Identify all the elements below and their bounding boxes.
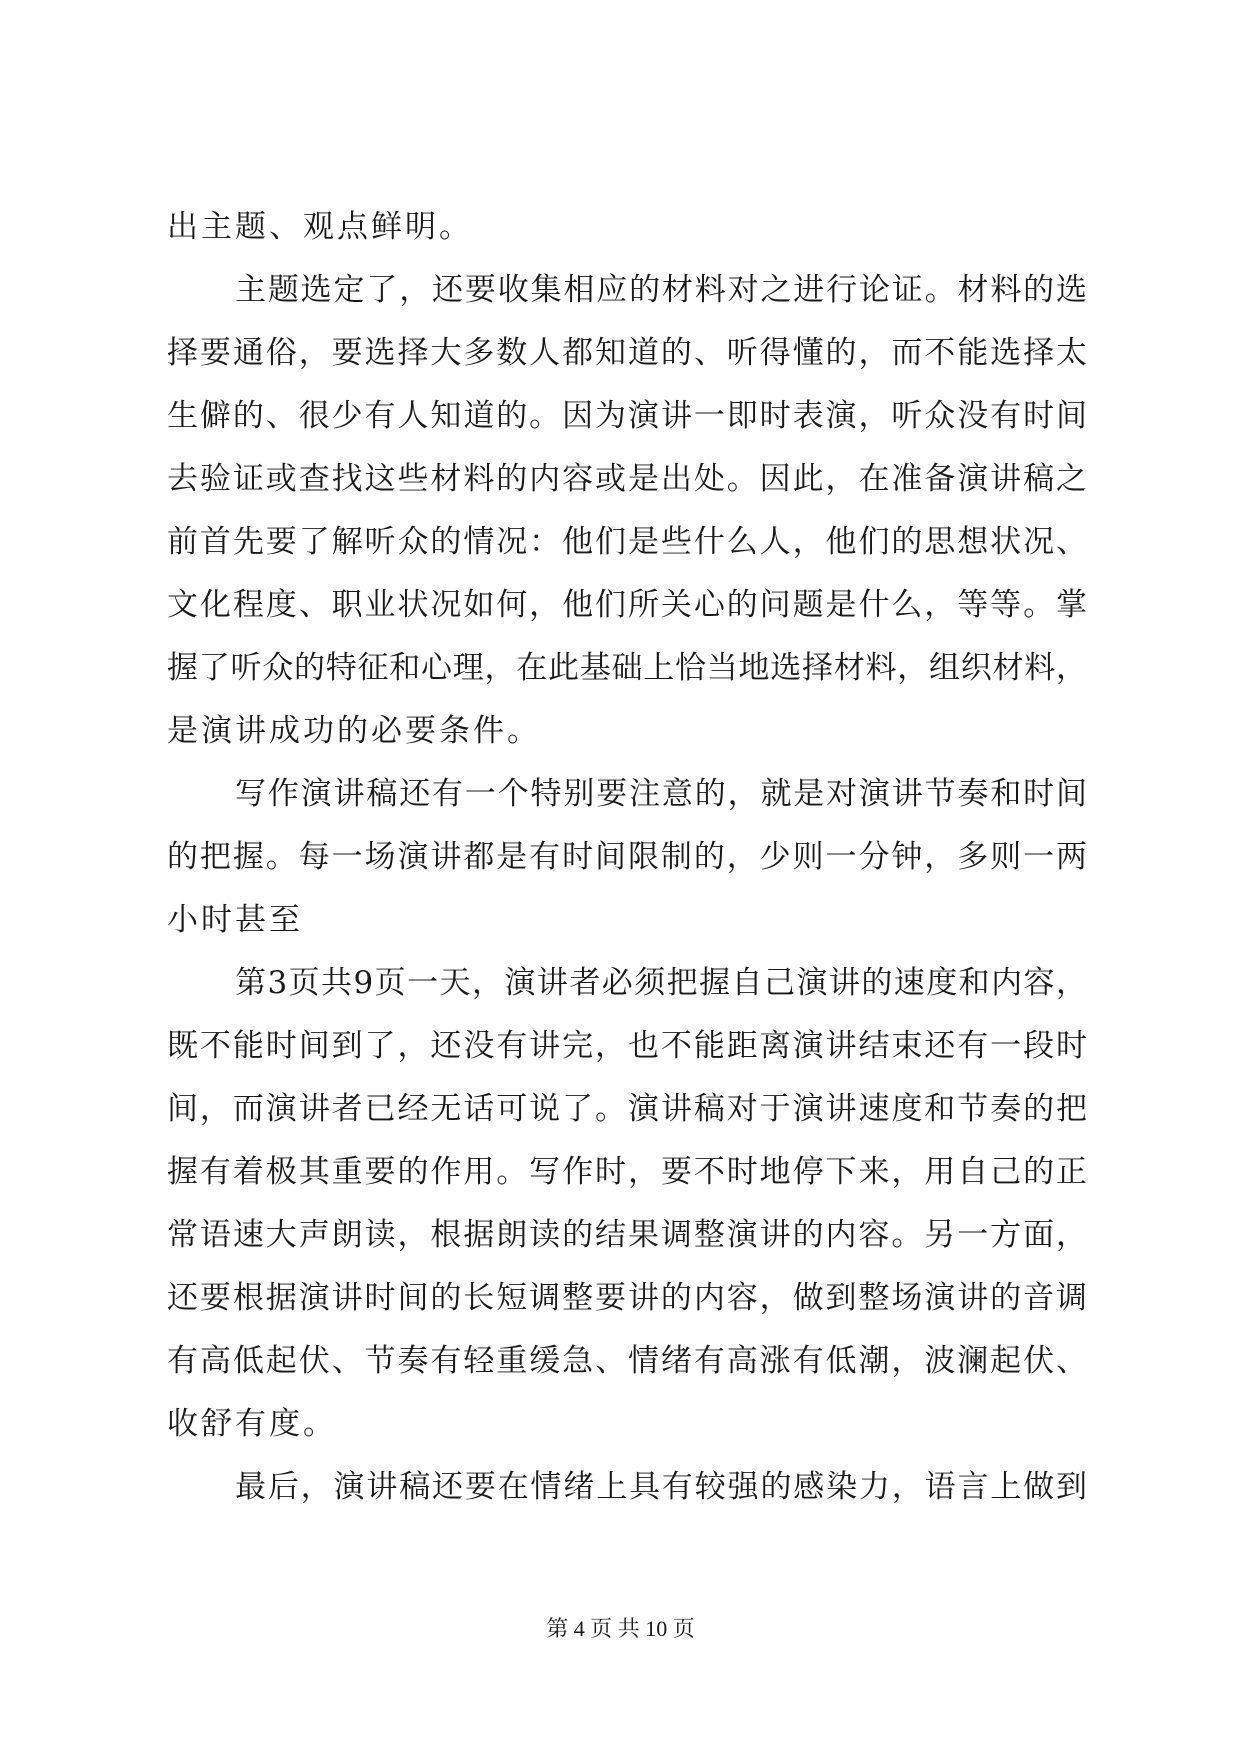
- text-line: 收舒有度。: [167, 1406, 337, 1442]
- text-line: 有高低起伏、节奏有轻重缓急、情绪有高涨有低潮，波澜起伏、: [167, 1343, 1087, 1379]
- text-line: 小时甚至: [167, 902, 303, 938]
- text-line: 常语速大声朗读，根据朗读的结果调整演讲的内容。另一方面，: [167, 1217, 1087, 1253]
- paragraph-first-line: 主题选定了，还要收集相应的材料对之进行论证。材料的选: [235, 272, 1087, 308]
- text-line: 是演讲成功的必要条件。: [167, 713, 541, 749]
- text-line: 握有着极其重要的作用。写作时，要不时地停下来，用自己的正: [167, 1154, 1087, 1190]
- text-line: 的把握。每一场演讲都是有时间限制的，少则一分钟，多则一两: [167, 839, 1087, 875]
- paragraph-first-line: 写作演讲稿还有一个特别要注意的，就是对演讲节奏和时间: [235, 776, 1087, 812]
- text-line: 去验证或查找这些材料的内容或是出处。因此，在准备演讲稿之: [167, 461, 1087, 497]
- text-line: 既不能时间到了，还没有讲完，也不能距离演讲结束还有一段时: [167, 1028, 1087, 1064]
- paragraph-first-line: 最后，演讲稿还要在情绪上具有较强的感染力，语言上做到: [235, 1469, 1087, 1505]
- text-line: 握了听众的特征和心理，在此基础上恰当地选择材料，组织材料，: [167, 650, 1087, 686]
- text-line: 出主题、观点鲜明。: [167, 209, 473, 245]
- page-number-footer: 第 4 页 共 10 页: [546, 1616, 695, 1641]
- text-line: 还要根据演讲时间的长短调整要讲的内容，做到整场演讲的音调: [167, 1280, 1087, 1316]
- text-line: 文化程度、职业状况如何，他们所关心的问题是什么，等等。掌: [167, 587, 1087, 623]
- text-line: 前首先要了解听众的情况：他们是些什么人，他们的思想状况、: [167, 524, 1087, 560]
- paragraph-first-line: 第3页共9页一天，演讲者必须把握自己演讲的速度和内容，: [235, 965, 1087, 1001]
- text-line: 间，而演讲者已经无话可说了。演讲稿对于演讲速度和节奏的把: [167, 1091, 1087, 1127]
- text-line: 生僻的、很少有人知道的。因为演讲一即时表演，听众没有时间: [167, 398, 1087, 434]
- text-line: 择要通俗，要选择大多数人都知道的、听得懂的，而不能选择太: [167, 335, 1087, 371]
